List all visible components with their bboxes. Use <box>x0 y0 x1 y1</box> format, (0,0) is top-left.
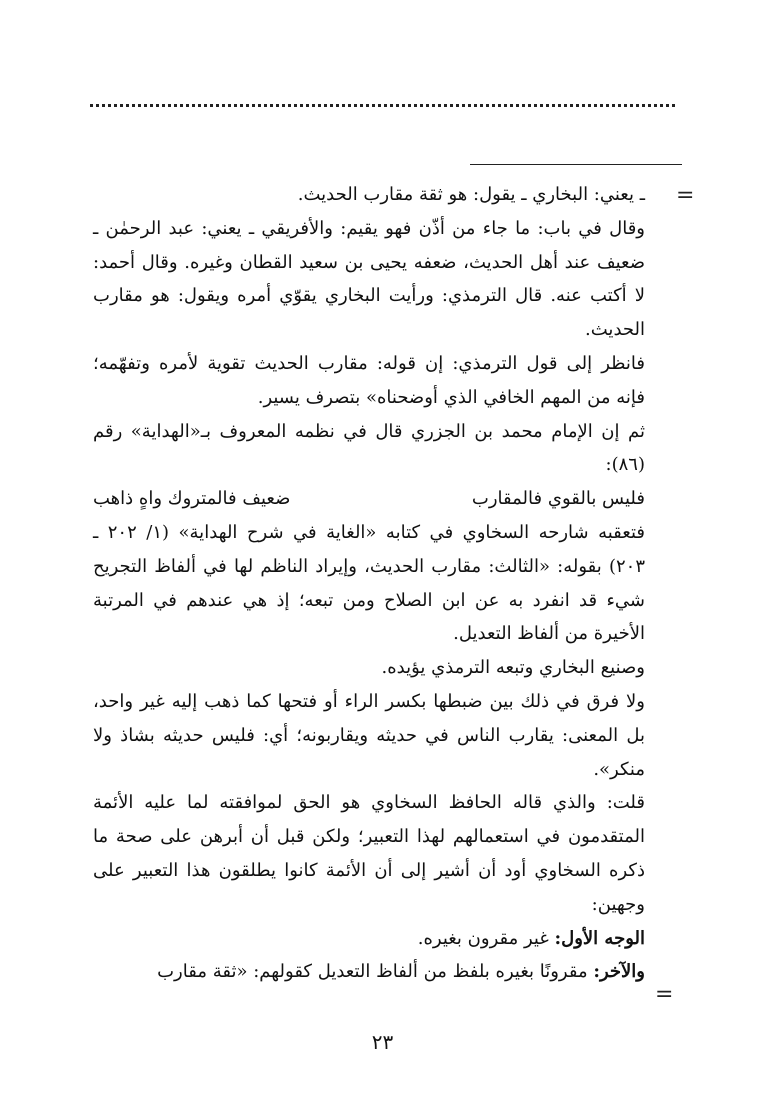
page-number: ٢٣ <box>371 1030 394 1054</box>
verse-second-hemistich: ضعيف فالمتروك واهٍ ذاهب <box>93 488 291 510</box>
continuation-mark-top: = <box>676 183 695 208</box>
paragraph: فانظر إلى قول الترمذي: إن قوله: مقارب الحديث تقوية لأمره وتفهّمه؛ فإنه من المهم الخافي الذي أوضحناه» بتصرف يسير. <box>93 352 645 408</box>
dotted-separator <box>90 104 675 107</box>
paragraph: فتعقبه شارحه السخاوي في كتابه «الغاية في شرح الهداية» (١/ ٢٠٢ ـ ٢٠٣) بقوله: «الثالث: مقارب الحديث، وإيراد الناظم لها في ألفاظ التجريح شيء قد انفرد به عن ابن الصلاح ومن تبعه؛ إذ هي عندهم في المرتبة الأخيرة من ألفاظ التعديل. <box>93 521 645 645</box>
paragraph: قلت: والذي قاله الحافظ السخاوي هو الحق لموافقته لما عليه الأئمة المتقدمون في استعمالهم لهذا التعبير؛ ولكن قبل أن أبرهن على صحة ما ذكره السخاوي أود أن أشير إلى أن الأئمة كانوا يطلقون هذا التعبير على وجهين: <box>93 792 645 915</box>
footnote-rule <box>470 164 682 165</box>
footnote-text <box>93 178 645 989</box>
verse-first-hemistich: فليس بالقوي فالمقارب <box>471 488 645 510</box>
paragraph: ولا فرق في ذلك بين ضبطها بكسر الراء أو فتحها كما ذهب إليه غير واحد، بل المعنى: يقارب الناس في حديثه ويقاربونه؛ أي: فليس حديثه بشاذ ولا منكر». <box>93 690 645 780</box>
poem-verse <box>93 482 645 516</box>
paragraph: ـ يعني: البخاري ـ يقول: هو ثقة مقارب الحديث. <box>297 184 645 205</box>
continuation-mark-bottom: = <box>655 982 674 1007</box>
face-1-label: الوجه الأول: <box>554 927 645 949</box>
paragraph-face-2 <box>93 955 645 989</box>
paragraph: وقال في باب: ما جاء من أذّن فهو يقيم: والأفريقي ـ يعني: عبد الرحمٰن ـ ضعيف عند أهل الحديث، ضعفه يحيى بن سعيد القطان وغيره. وقال أحمد: لا أكتب عنه. قال الترمذي: ورأيت البخاري يقوّي أمره ويقول: هو مقارب الحديث. <box>93 217 645 341</box>
face-2-label: والآخر: <box>593 961 645 983</box>
paragraph-face-1 <box>93 922 645 956</box>
face-1-text: غير مقرون بغيره. <box>417 927 555 949</box>
face-2-text: مقرونًا بغيره بلفظ من ألفاظ التعديل كقولهم: «ثقة مقارب <box>157 961 594 983</box>
paragraph: وصنيع البخاري وتبعه الترمذي يؤيده. <box>381 657 645 679</box>
paragraph: ثم إن الإمام محمد بن الجزري قال في نظمه المعروف بـ«الهداية» رقم (٨٦): <box>93 420 645 476</box>
